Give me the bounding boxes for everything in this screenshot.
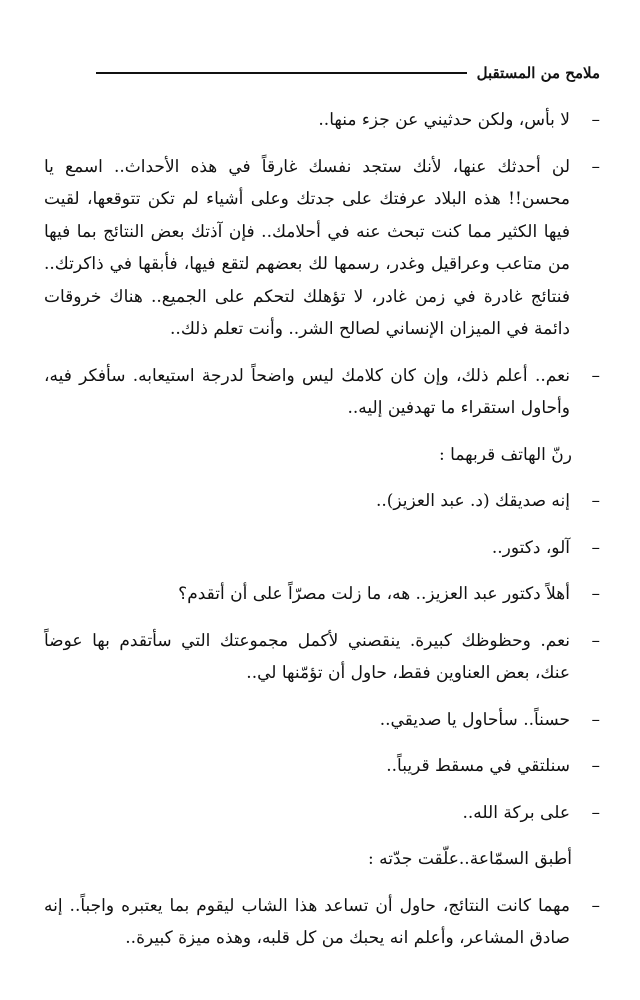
dialogue-dash: – bbox=[591, 491, 600, 511]
dialogue-dash: – bbox=[591, 756, 600, 776]
dialogue-dash: – bbox=[591, 584, 600, 604]
body-text bbox=[44, 104, 600, 969]
dialogue-dash: – bbox=[591, 895, 600, 916]
dialogue-text: إنه صديقك (د. عبد العزيز).. bbox=[375, 491, 570, 511]
dialogue-text: سنلتقي في مسقط قريباً.. bbox=[386, 756, 570, 776]
dialogue-line bbox=[44, 151, 600, 346]
dialogue-text: أهلاً دكتور عبد العزيز.. هه، ما زلت مصرّاً على أن أتقدم؟ bbox=[178, 584, 570, 604]
dialogue-dash: – bbox=[591, 156, 600, 177]
dialogue-text: لا بأس، ولكن حدثيني عن جزء منها.. bbox=[318, 110, 570, 130]
dialogue-line bbox=[44, 704, 600, 737]
header-rule bbox=[96, 72, 467, 74]
dialogue-dash: – bbox=[591, 365, 600, 386]
dialogue-line bbox=[44, 360, 600, 425]
dialogue-text: على بركة الله.. bbox=[462, 802, 570, 823]
dialogue-dash: – bbox=[591, 537, 600, 558]
running-header bbox=[96, 58, 600, 88]
dialogue-text: لن أحدثك عنها، لأنك ستجد نفسك غارقاً في هذه الأحداث.. اسمع يا محسن!! هذه البلاد عرفتك على جدتك وعلى أشياء لم تكن تتوقعها، لقيت فيها الكثير مما كنت تبحث عنه في أحلامك.. فإن آذتك بعض النتائج بما فيها من متاعب وعراقيل وغدر، رسمها لك بعضهم لتقع فيها، فأبقها في ذاكرتك.. فنتائج غادرة في زمن غادر، لا تؤهلك لتحكم على الجميع.. هناك خروقات دائمة في الميزان الإنساني لصالح الشر.. وأنت تعلم ذلك.. bbox=[44, 156, 570, 339]
running-title: ملامح من المستقبل bbox=[476, 64, 600, 82]
dialogue-text: حسناً.. سأحاول يا صديقي.. bbox=[379, 709, 570, 730]
dialogue-text: مهما كانت النتائج، حاول أن تساعد هذا الشاب ليقوم بما يعتبره واجباً.. إنه صادق المشاعر، وأعلم انه يحبك من كل قلبه، وهذه ميزة كبيرة.. bbox=[44, 895, 570, 948]
dialogue-dash: – bbox=[591, 802, 600, 823]
narration-line: رنّ الهاتف قربهما : bbox=[439, 444, 572, 465]
narration-line: أطبق السمّاعة..علّقت جدّته : bbox=[368, 849, 572, 869]
dialogue-text: آلو، دكتور.. bbox=[491, 537, 570, 558]
dialogue-text: نعم. وحظوظك كبيرة. ينقصني لأكمل مجموعتك التي سأتقدم بها عوضاً عنك، بعض العناوين فقط، حاول أن تؤمّنها لي.. bbox=[44, 630, 570, 683]
dialogue-line bbox=[44, 750, 600, 783]
dialogue-line bbox=[44, 485, 600, 518]
dialogue-dash: – bbox=[591, 630, 600, 651]
dialogue-line bbox=[44, 797, 600, 830]
dialogue-line bbox=[44, 104, 600, 137]
dialogue-line bbox=[44, 625, 600, 690]
dialogue-dash: – bbox=[591, 110, 600, 130]
dialogue-dash: – bbox=[591, 709, 600, 730]
dialogue-line bbox=[44, 890, 600, 955]
dialogue-text: نعم.. أعلم ذلك، وإن كان كلامك ليس واضحاً لدرجة استيعابه. سأفكر فيه، وأحاول استقراء ما تهدفين إليه.. bbox=[44, 365, 570, 418]
dialogue-line bbox=[44, 578, 600, 611]
dialogue-line bbox=[44, 532, 600, 565]
